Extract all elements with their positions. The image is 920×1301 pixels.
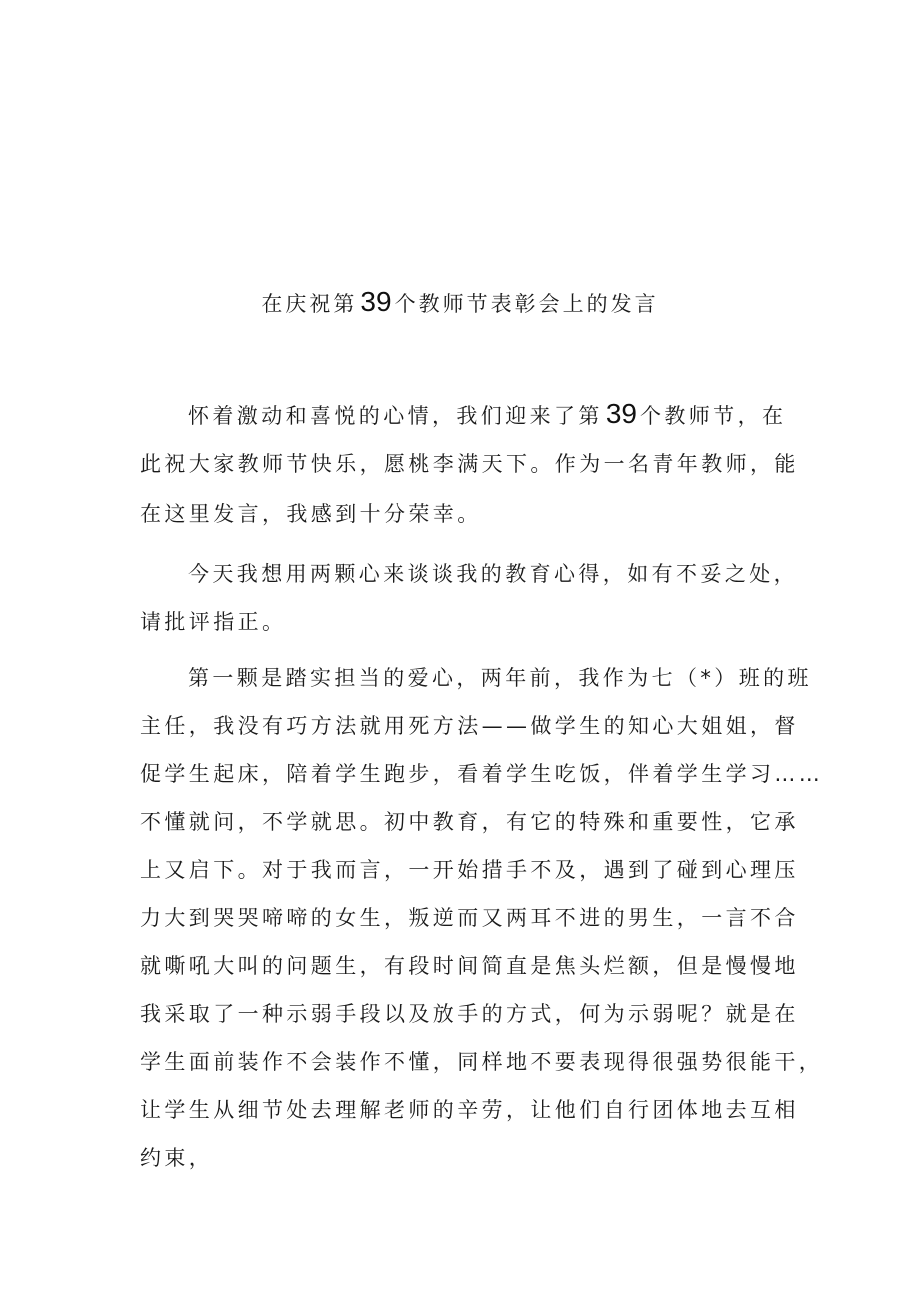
paragraph-line: 不懂就问，不学就思。初中教育，有它的特殊和重要性，它承 <box>140 810 799 834</box>
title-text-before: 在庆祝第 <box>261 292 358 316</box>
line-text-before: 怀着激动和喜悦的心情，我们迎来了第 <box>188 404 603 428</box>
paragraph-line: 我采取了一种示弱手段以及放手的方式，何为示弱呢？就是在 <box>140 1002 799 1026</box>
paragraph-line: 力大到哭哭啼啼的女生，叛逆而又两耳不进的男生，一言不合 <box>140 906 799 930</box>
paragraph-line: 主任，我没有巧方法就用死方法——做学生的知心大姐姐，督 <box>140 714 799 738</box>
line-number: 39 <box>605 398 637 429</box>
paragraph-line: 第一颗是踏实担当的爱心，两年前，我作为七（*）班的班 <box>188 666 812 690</box>
paragraph-line <box>188 396 787 434</box>
paragraph-line: 约束， <box>140 1146 214 1170</box>
paragraph-line: 让学生从细节处去理解老师的辛劳，让他们自行团体地去互相 <box>140 1098 799 1122</box>
document-title <box>0 284 920 322</box>
paragraph-line: 上又启下。对于我而言，一开始措手不及，遇到了碰到心理压 <box>140 858 799 882</box>
line-text-after: 个教师节，在 <box>639 404 787 428</box>
paragraph-line: 在这里发言，我感到十分荣幸。 <box>140 502 482 526</box>
paragraph-line: 就嘶吼大叫的问题生，有段时间简直是焦头烂额，但是慢慢地 <box>140 954 799 978</box>
title-text-after: 个教师节表彰会上的发言 <box>394 292 659 316</box>
paragraph-line: 请批评指正。 <box>140 610 287 634</box>
paragraph-line: 今天我想用两颗心来谈谈我的教育心得，如有不妥之处， <box>188 562 798 586</box>
title-number: 39 <box>360 286 392 317</box>
paragraph-line: 此祝大家教师节快乐，愿桃李满天下。作为一名青年教师，能 <box>140 452 799 476</box>
paragraph-line: 促学生起床，陪着学生跑步，看着学生吃饭，伴着学生学习…… <box>140 762 824 786</box>
paragraph-line: 学生面前装作不会装作不懂，同样地不要表现得很强势很能干， <box>140 1050 824 1074</box>
